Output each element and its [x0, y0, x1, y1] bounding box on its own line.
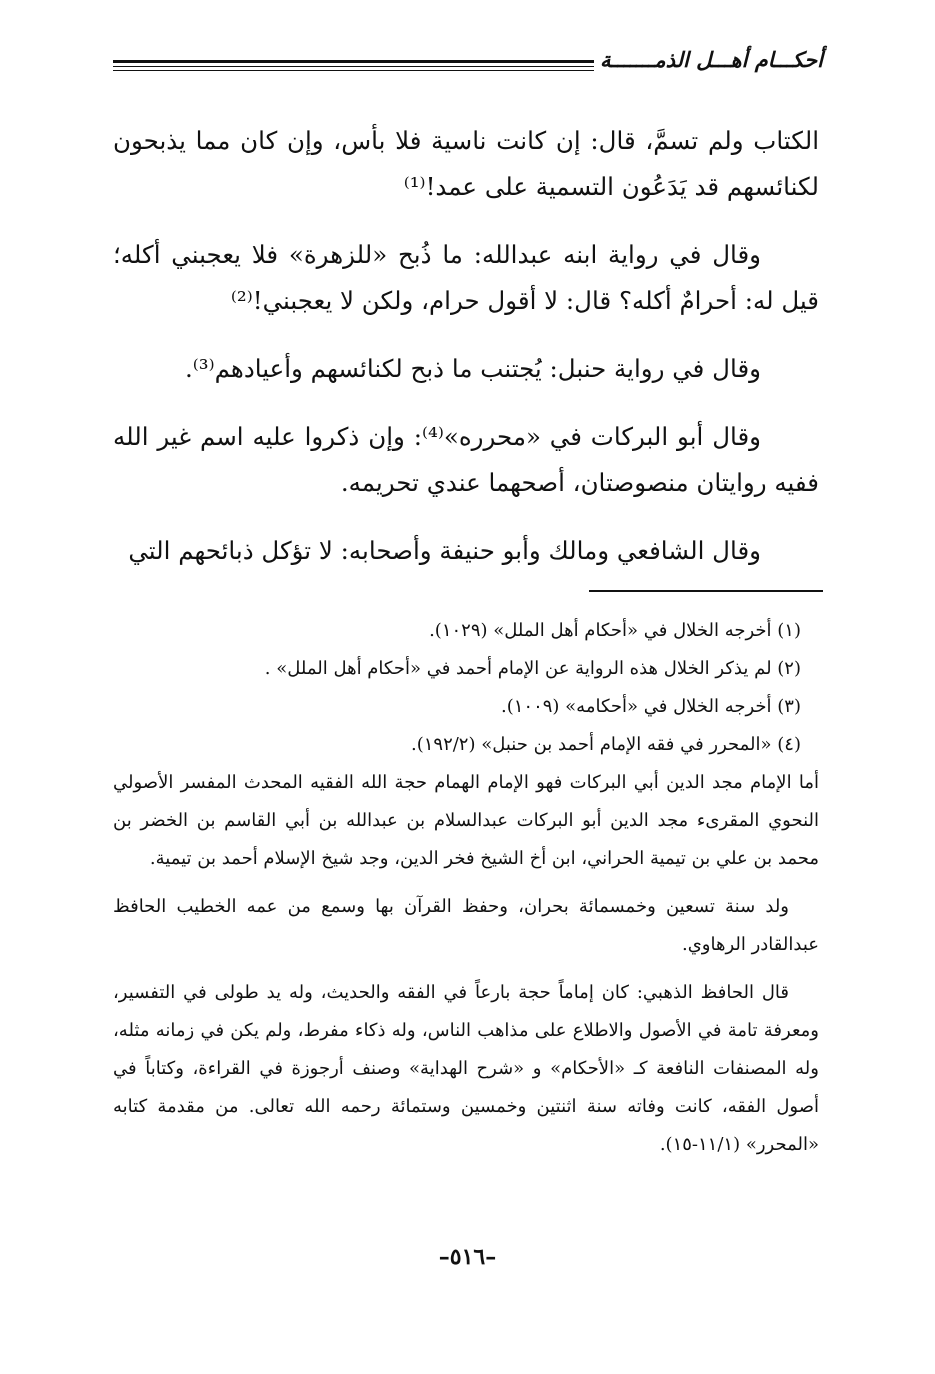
footnote-bio-paragraph: أما الإمام مجد الدين أبي البركات فهو الإمام الهمام حجة الله الفقيه المحدث المفسر الأصولي النحوي المقرىء مجد الدين أبو البركات عبدالسلام بن عبدالله بن أبي القاسم بن الخضر بن محمد بن علي بن تيمية الحراني، ابن أخ الشيخ فخر الدين، وجد شيخ الإسلام أحمد بن تيمية.	[113, 772, 819, 869]
footnote-item: (٣) أخرجه الخلال في «أحكامه» (١٠٠٩).	[500, 696, 801, 717]
footnote-separator	[589, 590, 823, 592]
footnote-bio-paragraph: ولد سنة تسعين وخمسمائة بحران، وحفظ القرآن بها وسمع من عمه الخطيب الحافظ عبدالقادر الرهاوي.	[113, 896, 819, 955]
footnote-item: (٤) «المحرر في فقه الإمام أحمد بن حنبل» (١٩٢/٢).	[410, 734, 801, 755]
header-rule	[113, 60, 598, 71]
running-title: أحكـــام أهـــل الذمـــــــة	[594, 48, 823, 72]
paragraph: وقال في رواية ابنه عبدالله: ما ذُبح «للزهرة» فلا يعجبني أكله؛ قيل له: أحرامٌ أكله؟ قال: لا أقول حرام، ولكن لا يعجبني!⁽²⁾	[113, 240, 819, 315]
paragraph: وقال الشافعي ومالك وأبو حنيفة وأصحابه: لا تؤكل ذبائحهم التي	[128, 536, 761, 565]
footnote-bio-paragraph: قال الحافظ الذهبي: كان إماماً حجة بارعاً في الفقه والحديث، وله يد طولى في التفسير، ومعرفة تامة في الأصول والاطلاع على مذاهب الناس، وله ذكاء مفرط، ولم يكن في زمانه مثله، وله المصنفات النافعة كـ «الأحكام» و «شرح الهداية» وصنف أرجوزة في القراءة، وكتاباً في أصول الفقه، كانت وفاته سنة اثنتين وخمسين وستمائة رحمه الله تعالى. من مقدمة كتابه «المحرر» (١١/١-١٥).	[113, 982, 819, 1155]
main-text	[113, 118, 819, 596]
running-header	[113, 46, 823, 86]
paragraph: الكتاب ولم تسمَّ، قال: إن كانت ناسية فلا بأس، وإن كان مما يذبحون لكنائسهم قد يَدَعُون التسمية على عمد!⁽¹⁾	[113, 126, 819, 201]
footnote-item: (٢) لم يذكر الخلال هذه الرواية عن الإمام أحمد في «أحكام أهل الملل» .	[264, 658, 801, 679]
paragraph: وقال في رواية حنبل: يُجتنب ما ذبح لكنائسهم وأعيادهم⁽³⁾.	[184, 354, 761, 383]
paragraph: وقال أبو البركات في «محرره»⁽⁴⁾: وإن ذكروا عليه اسم غير الله ففيه روايتان منصوصتان، أصحهما عندي تحريمه.	[113, 422, 819, 497]
footnotes	[113, 612, 819, 1164]
footnote-item: (١) أخرجه الخلال في «أحكام أهل الملل» (١٠٢٩).	[429, 620, 801, 641]
page-number: –٥١٦–	[438, 1244, 497, 1270]
